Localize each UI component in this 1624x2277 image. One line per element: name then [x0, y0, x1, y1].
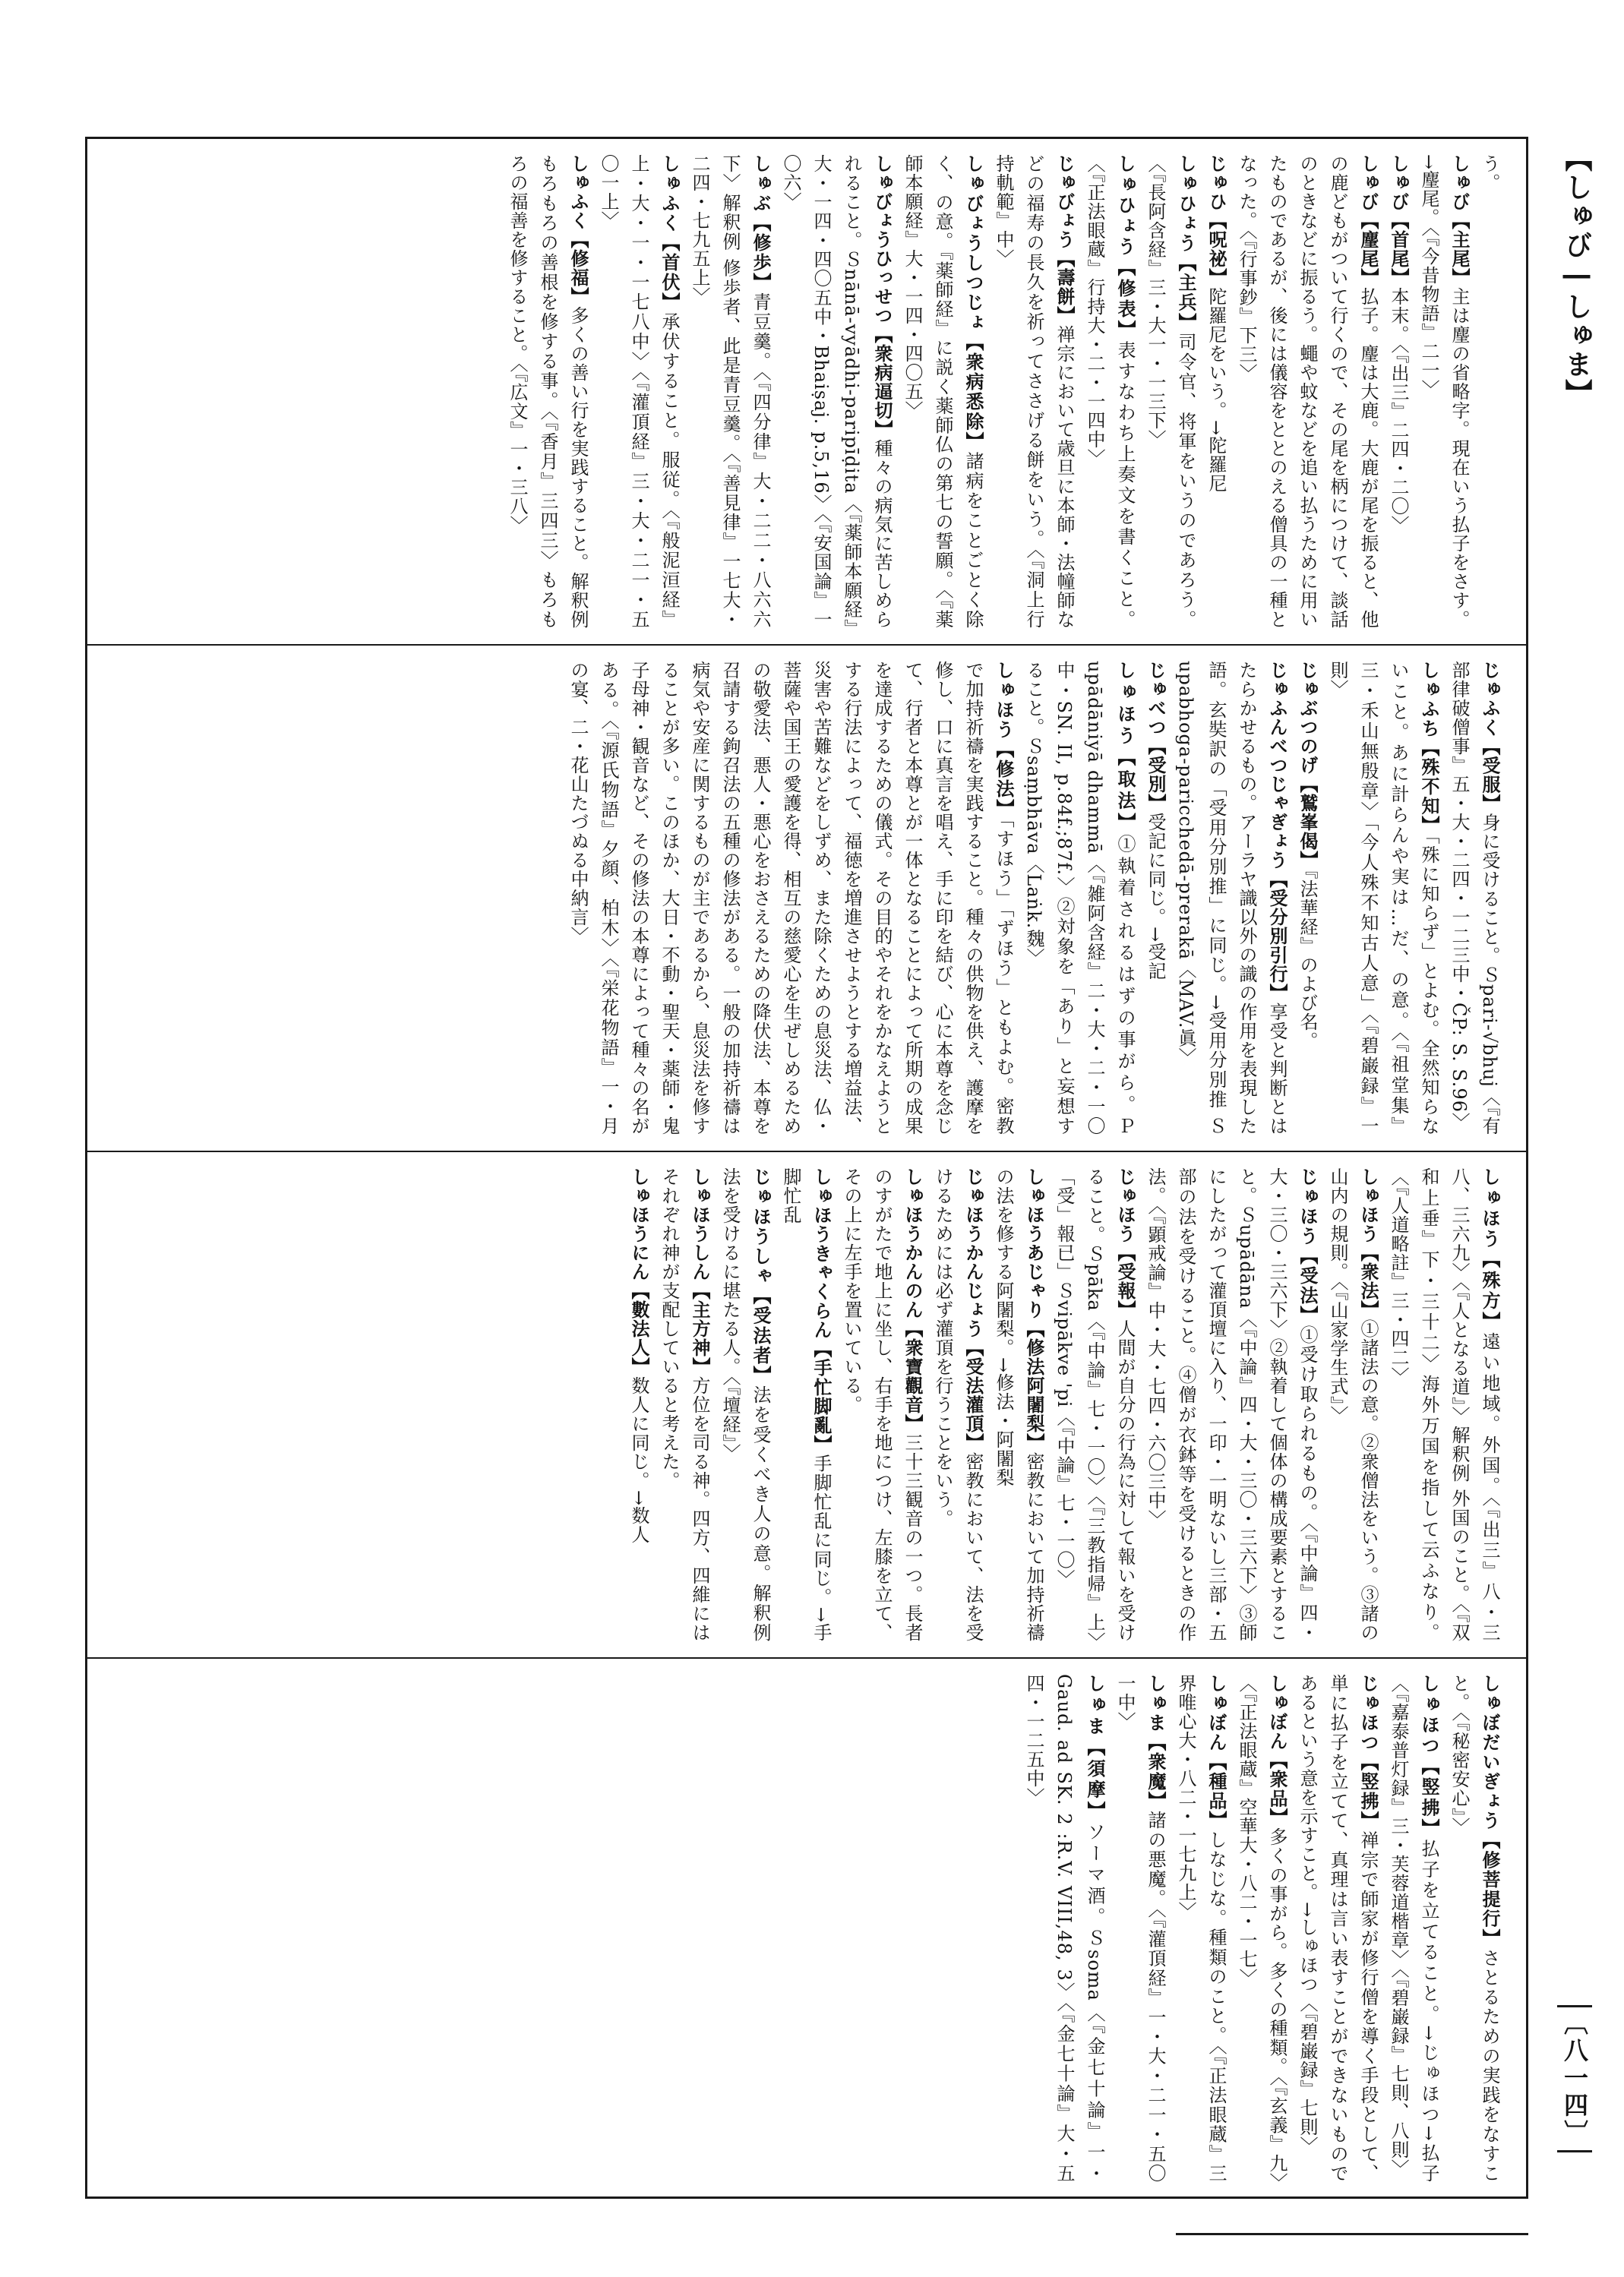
- entry-shubi-shubi: [1414, 154, 1474, 629]
- tier-3-column: [109, 1167, 1505, 1642]
- headword: しゅぼん【衆品】: [1266, 1674, 1288, 1827]
- headword: しゅほうしん【主方神】: [689, 1167, 710, 1376]
- headword: しゅほうにん【數法人】: [628, 1167, 649, 1376]
- entry-shuho-shuho-rules: [1322, 1167, 1383, 1642]
- page-frame: [85, 137, 1528, 2199]
- entry-shubon-shuhin: [1171, 1674, 1231, 2183]
- headword: しゅぶ【修歩】: [750, 154, 771, 292]
- headword: しゅびょうひっせつ【衆病逼切】: [871, 154, 893, 439]
- entry-shuho-shuhou: [563, 661, 1019, 1135]
- entry-shubon-shubon: [1231, 1674, 1292, 2183]
- entry-body: 密教において加持祈禱の法を修する阿闍梨。→修法・阿闍梨: [993, 1167, 1044, 1642]
- headword: しゅま【衆魔】: [1145, 1674, 1166, 1811]
- entry-body: 『法華経』のよび名。: [1297, 870, 1318, 1050]
- tier-1: [87, 139, 1526, 644]
- entry-juhotsu: [1292, 1674, 1383, 2183]
- entry-body: 払子を立てること。→じゅほつ→払子〈『嘉泰普灯録』三・芙蓉道楷章〉〈『碧巌録』七則、八則〉: [1388, 1674, 1439, 2183]
- headword: じゅべつ【受別】: [1145, 661, 1166, 813]
- entry-body: 本末。〈『出三』二四・二〇〉: [1388, 287, 1409, 535]
- entry-juho-juhou-karma: [1049, 1167, 1140, 1642]
- headword: しゅぼん【種品】: [1205, 1674, 1227, 1830]
- entry-intro: う。: [1479, 154, 1500, 192]
- entry-shufuku-shubuku: [593, 154, 684, 629]
- entry-shuhotsu: [1383, 1674, 1444, 2183]
- headword: しゅま【須摩】: [1084, 1674, 1105, 1823]
- entry-body: 多くの事がら。多くの種類。〈『玄義』九〉〈『正法眼蔵』空華大・八二・一七〉: [1236, 1674, 1288, 2183]
- entry-shubu: [684, 154, 776, 629]
- headword: しゅほう【取法】: [1114, 661, 1136, 835]
- entry-body: しなじな。種類のこと。〈『正法眼蔵』三界唯心大・八二・一七九上〉: [1175, 1674, 1227, 2183]
- headword: しゅび【首尾】: [1388, 154, 1409, 287]
- page-number: 〔八一四〕: [1557, 2005, 1592, 2152]
- entry-body: さとるための実践をなすこと。〈『秘密安心』〉: [1449, 1674, 1500, 2183]
- headword: しゅほうかんのん【衆寶觀音】: [902, 1167, 923, 1433]
- entry-body: 数人に同じ。→数人: [628, 1376, 649, 1545]
- entry-body: 多くの善い行を実践すること。解釈例 もろもろの善根を修する事。〈『香月』三四三〉もろもろの福善を修すること。〈『広文』一・三八〉: [507, 154, 589, 629]
- entry-shuho-shuho: [1019, 661, 1140, 1135]
- entry-body: 法を受くべき人の意。解釈例 法を受けるに堪たる人。〈『壇経』〉: [719, 1167, 771, 1642]
- headword: しゅぼだいぎょう【修菩提行】: [1479, 1674, 1500, 1949]
- entry-body: 人間が自分の行為に対して報いを受けること。Ｓpāka〈『中論』七・一〇〉〈『三教指帰』上〉「受」報已」Ｓvipākve 'pi〈『中論』七・一〇〉: [1054, 1167, 1136, 1642]
- entry-body: 方位を司る神。四方、四維にはそれぞれ神が支配していると考えた。: [659, 1167, 710, 1642]
- entry-body: ①諸法の意。②衆僧法をいう。③諸の山内の規則。〈『山家学生式』〉: [1327, 1167, 1379, 1642]
- entry-juho-juhou: [1140, 1167, 1322, 1642]
- entry-shuhonin: [624, 1167, 654, 1642]
- entry-body: 諸の悪魔。〈『灌頂経』一・大・二一・五〇一中〉: [1114, 1674, 1166, 2183]
- entry-juhosha: [715, 1167, 776, 1642]
- headword: じゅひ【呪祕】: [1205, 154, 1227, 287]
- headword: じゅほう【受報】: [1114, 1167, 1136, 1319]
- headword: じゅふんべつじゃぎょう【受分別引行】: [1266, 661, 1288, 1003]
- entry-body: 陀羅尼をいう。→陀羅尼: [1205, 287, 1227, 494]
- tier-3: [87, 1152, 1526, 1657]
- headword: しゅひょう【修表】: [1114, 154, 1136, 341]
- headword: しゅほう【修法】: [993, 661, 1014, 819]
- headword: しゅふく【修福】: [567, 154, 589, 306]
- entry-body: 諸病をことごとく除く、の意。『薬師経』に説く薬師仏の第七の誓願。〈『薬師本願経』大・一四・四〇五〉: [902, 154, 984, 629]
- entry-body: 身に受けること。Ｓpari-√bhuj〈『有部律破僧事』五・大・二四・一二三中・ČP: S. S.96〉: [1449, 661, 1500, 1135]
- headword: じゅほつ【竪拂】: [1357, 1674, 1379, 1831]
- entry-body: 種々の病気に苦しめられること。Ｓnānā-vyādhi-paripīḍita〈『薬師本願経』大・一四・四〇五中・Bhaiṣaj. p.5,16〉〈『安国論』一〇六〉: [780, 154, 893, 629]
- entry-body: 司令官、将軍をいうのであろう。〈『長阿含経』三・大一・一三下〉: [1145, 154, 1196, 629]
- entry-body: 密教において、法を受けるためには必ず灌頂を行うことをいう。: [932, 1167, 984, 1642]
- headword: じゅほう【受法】: [1297, 1167, 1318, 1325]
- headword: じゅぶつのげ【鷲峯偈】: [1297, 661, 1318, 870]
- entry-body: 表すなわち上奏文を書くこと。〈『正法眼蔵』行持大・二・一四中〉: [1084, 154, 1136, 629]
- footer-rule: [1176, 2233, 1528, 2235]
- entry-body: 享受と判断とはたらかせるもの。アーラヤ識以外の識の作用を表現した語。玄奘訳の「受用分別推」に同じ。→受用分別推 Ｓupabhoga-paricchedā-prerakā〈MAV.眞〉: [1175, 661, 1288, 1135]
- headword: しゅほうきゃくらん【手忙脚亂】: [810, 1167, 832, 1454]
- headword: しゅひょう【主兵】: [1175, 154, 1196, 333]
- tier-1-column: [109, 154, 1505, 629]
- headword: じゅほうしゃ【受法者】: [750, 1167, 771, 1385]
- headword: じゅふく【受服】: [1479, 661, 1500, 813]
- entry-shuhokyakuran: [776, 1167, 836, 1642]
- entry-jufuku: [1444, 661, 1505, 1135]
- entry-jubutsunoge: [1292, 661, 1322, 1135]
- headword: じゅほうかんじょう【受法灌頂】: [962, 1167, 984, 1452]
- entry-shuhyo-shuhei: [1140, 154, 1201, 629]
- tier-4-column: [109, 1674, 1505, 2183]
- headword: しゅほう【殊方】: [1479, 1167, 1500, 1333]
- entry-shufuku-shufuku: [502, 154, 593, 629]
- entry-body: 青豆羹。〈『四分律』大・二二・八六六下〉解釈例 修歩者、此是青豆羹。〈『善見律』一七大・二四・七九五上〉: [689, 154, 771, 629]
- entry-body: 「殊に知らず」とよむ。全然知らないこと。あに計らんや実は…だ、の意。〈『祖堂集』三・禾山無殷章〉「今人殊不知古人意」〈『碧巌録』一則〉: [1327, 661, 1439, 1135]
- entry-body: ①執着されるはずの事がら。Ｐupādāniyā dhammā〈『雑阿含経』二・大・二・一〇中・SN. II, p.84f.;87f.〉②対象を「あり」と妄想すること。Ｓsaṃbhāva〈Laṅk.魏〉: [1023, 661, 1136, 1135]
- entry-shuho-shuho-foreign: [1383, 1167, 1505, 1642]
- headword: しゅほう【衆法】: [1357, 1167, 1379, 1319]
- entry-body: 禅宗において歳旦に本師・法幢師などの福寿の長久を祈ってささげる餅をいう。〈『洞上行持軌範』中〉: [993, 154, 1075, 629]
- entry-shuma-shuma: [1110, 1674, 1171, 2183]
- headword: しゅほつ【竪拂】: [1418, 1674, 1439, 1840]
- entry-body: 主は麈の省略字。現在いう払子をさす。→麈尾。〈『今昔物語』二一〉: [1418, 154, 1470, 629]
- headword: しゅふく【首伏】: [659, 154, 680, 312]
- entry-shuhokannon: [836, 1167, 927, 1642]
- entry-body: 払子。麈は大鹿。大鹿が尾を振ると、他の鹿どもがついて行くので、その尾を柄につけて、談話のときなどに振るう。蠅や蚊などを追い払うために用いたものであるが、後には儀容をととのえる僧具の一種となった。〈『行事鈔』下三〉: [1236, 154, 1379, 629]
- headword: しゅふち【殊不知】: [1418, 661, 1439, 835]
- entry-shuhoajari: [988, 1167, 1049, 1642]
- entry-body: ソーマ酒。Ｓsoma〈『金七十論』一・Gaud. ad SK. 2 :R.V. VIII,48, 3〉〈『金七十論』大・五四・一二五中〉: [1023, 1674, 1105, 2183]
- entry-jubyo: [988, 154, 1079, 629]
- tier-2-column: [109, 661, 1505, 1135]
- entry-body: 三十三観音の一つ。長者のすがたで地上に坐し、右手を地につけ、左膝を立て、その上に左手を置いている。: [841, 1167, 923, 1642]
- entry-shuhoshin: [654, 1167, 715, 1642]
- headword: じゅびょう【壽餅】: [1054, 154, 1075, 325]
- headword: しゅび【麈尾】: [1357, 154, 1379, 287]
- entry-body: 遠い地域。外国。〈『出三』八・三八、三六九〉〈『人となる道』〉解釈例 外国のこと。〈『双和上垂』下・三十二〉海外万国を指して云ふなり。〈『人道略註』三・四二〉: [1388, 1167, 1500, 1642]
- entry-jufunbetsu: [1171, 661, 1292, 1135]
- entry-shuhyo-shuhyo: [1079, 154, 1140, 629]
- entry-juhi: [1201, 154, 1231, 629]
- entry-shubyohissetsu: [776, 154, 897, 629]
- headword: しゅびょうしつじょ【衆病悉除】: [962, 154, 984, 452]
- entry-body: 「すほう」「ずほう」ともよむ。密教で加持祈禱を実践すること。種々の供物を供え、護摩を修し、口に真言を唱え、手に印を結び、心に本尊を念じて、行者と本尊とが一体となることによって所期の成果を達成するための儀式。その目的やそれをかなえようとする行法によって、福徳を増進させようとする増益法、災害や苦難などをしずめ、また除くための息災法、仏・菩薩や国王の愛護を得、相互の慈愛心を生ぜしめるための敬愛法、悪人・悪心をおさえるための降伏法、本尊を召請する鉤召法の五種の修法がある。一般の加持祈禱は病気や安産に関するものが主であるから、息災法を修することが多い。このほか、大日・不動・聖天・薬師・鬼子母神・観音など、その修法の本尊によって種々の名がある。〈『源氏物語』夕顔、柏木〉〈『栄花物語』一・月の宴、二・花山たづぬる中納言〉: [567, 661, 1014, 1135]
- entry-jubetsu: [1140, 661, 1171, 1135]
- tier-4: [87, 1659, 1526, 2198]
- entry-shubi-shubi-fly: [1231, 154, 1383, 629]
- entry-body: ①受け取られるもの。〈『中論』四・大・三〇・三六下〉②執着して個体の構成要素とすること。Ｓupādāna〈『中論』四・大・三〇・三六下〉③師にしたがって灌頂壇に入り、一印・一明ないし三部・五部の法を受けること。④僧が衣鉢等を受けるときの作法。〈『顕戒論』中・大・七四・六〇三中〉: [1145, 1167, 1318, 1642]
- entry-shubyoshitsujo: [897, 154, 988, 629]
- entry-shuma-soma: [1019, 1674, 1110, 2183]
- entry-shufuchi: [1322, 661, 1444, 1135]
- entry-shubodaigyo: [1444, 1674, 1505, 2183]
- headword: しゅほうあじゃり【修法阿闍梨】: [1023, 1167, 1044, 1452]
- entry-shubi-shubi-head: [1383, 154, 1414, 629]
- entry-juhokanjo: [927, 1167, 988, 1642]
- entry-body: 禅宗で師家が修行僧を導く手段として、単に払子を立てて、真理は言い表すことができないものであるという意を示すこと。→しゅほつ〈『碧巌録』七則〉: [1297, 1674, 1379, 2183]
- entry-body: 承伏すること。服従。〈『般泥洹経』上・大・一・一七八中〉〈『灌頂経』三・大・二一・五〇一上〉: [598, 154, 680, 629]
- entry-body: 受記に同じ。→受記: [1145, 813, 1166, 981]
- headword: しゅび【主尾】: [1449, 154, 1470, 287]
- running-head: 【しゅび―しゅま】: [1561, 144, 1592, 408]
- entry-body: 手脚忙乱に同じ。→手脚忙乱: [780, 1167, 832, 1642]
- tier-2: [87, 646, 1526, 1151]
